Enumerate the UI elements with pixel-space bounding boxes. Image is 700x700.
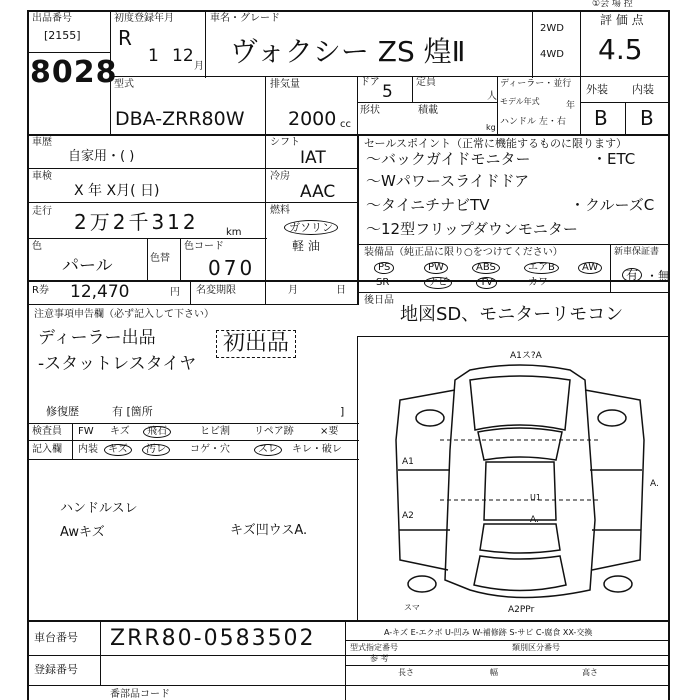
sales-item-5: ・クルーズC [570, 196, 655, 214]
inspector-label-2: 記入欄 [32, 444, 62, 455]
shape-label: 形状 [360, 105, 380, 116]
color-label: 色 [32, 241, 42, 252]
registration-label: 名変期限 [196, 285, 236, 296]
insp-r1-5: ×要 [320, 426, 339, 437]
shift-label: シフト [270, 137, 300, 148]
model-year-label: モデル年式 [500, 97, 540, 106]
chassis-value: ZRR80-0583502 [110, 626, 316, 651]
km-unit: km [226, 227, 242, 238]
mileage-label: 走行 [32, 206, 52, 217]
top-right-stamp: ①会 場 控 [592, 0, 633, 9]
person-unit: 人 [487, 91, 497, 102]
inspector-label-1: 検査員 [32, 426, 62, 437]
notes-label: 注意事項申告欄（必ず記入して下さい） [34, 309, 214, 320]
sales-item-2: ・ETC [592, 150, 636, 168]
ext-grade: B [594, 106, 608, 130]
inspection-value: X 年 X月( 日) [74, 183, 160, 199]
footer-m4: 長さ [398, 668, 414, 677]
diag-center-1: U1 [530, 493, 541, 502]
equip-airbag: エアB [524, 262, 559, 274]
wheel-rear-right [604, 576, 632, 592]
after-value: 地図SD、モニターリモコン [400, 304, 624, 325]
door-label: ドア [360, 77, 380, 88]
diag-top: A1ス?A [510, 351, 542, 361]
equip-sr: SR [376, 277, 390, 288]
mileage-value: 2万2千312 [74, 210, 199, 234]
wheel-front-left [416, 410, 444, 426]
reg-month-label: 月 [288, 285, 298, 296]
cc-unit: cc [340, 119, 351, 130]
diag-bottom-left: スマ [404, 603, 420, 612]
year-unit: 年 [566, 101, 576, 111]
diag-center-2: A. [530, 515, 539, 525]
wd-4: 4WD [540, 49, 564, 60]
lot-label: 出品番号 [32, 13, 72, 24]
fuel-light: 軽 油 [292, 239, 320, 253]
notes-line-2: -スタットレスタイヤ [38, 354, 197, 374]
model-value: DBA-ZRR80W [115, 108, 245, 130]
repair-label: 修復歴 [46, 405, 79, 418]
footer-m3: 参 考 [370, 654, 389, 663]
color-value: パール [62, 256, 113, 276]
equip-tv: TV [476, 277, 497, 289]
bottom-label: 番部品コード [110, 689, 170, 700]
rating-label: 評 価 点 [600, 13, 644, 27]
wheel-front-right [598, 410, 626, 426]
int-label: 内装 [632, 83, 654, 96]
equip-navi: ナビ [424, 277, 452, 289]
diag-left-1: A1 [402, 457, 414, 467]
reg-month-unit: 月 [194, 61, 204, 72]
equip-leather: カワ [528, 277, 548, 288]
fuel-gasoline: ガソリン [284, 220, 338, 235]
equip-abs: ABS [472, 262, 500, 274]
equip-ps: PS [374, 262, 394, 274]
equip-pw: PW [424, 262, 448, 274]
capacity-label: 定員 [416, 77, 436, 88]
equip-aw: AW [578, 262, 602, 274]
car-body-outline [445, 365, 595, 598]
wd-2: 2WD [540, 23, 564, 34]
reg-no-label: 登録番号 [34, 663, 78, 676]
colorcode-value: 070 [208, 256, 256, 280]
repaint-label: 色替 [150, 253, 170, 264]
dealer-label: ディーラー・並行 [500, 79, 572, 89]
footer-legend: A-キズ E-エクボ U-凹み W-補修跡 S-サビ C-腐食 XX-交換 [384, 628, 593, 637]
displacement-label: 排気量 [270, 79, 300, 90]
footer-m5: 幅 [490, 668, 498, 677]
car-hood [470, 376, 570, 430]
chassis-label: 車台番号 [34, 631, 78, 644]
ext-label: 外装 [586, 83, 608, 96]
warranty-label: 新車保証書 [614, 247, 660, 257]
after-label: 後日品 [364, 295, 394, 306]
fuel-label: 燃料 [270, 205, 290, 216]
warranty-yes: 有 [622, 268, 642, 282]
insp-r2-1: キズ [104, 444, 132, 456]
sales-item-1: 〜バックガイドモニター [366, 150, 531, 168]
lot-sub: [2155] [44, 29, 81, 42]
car-rear-window [480, 524, 560, 553]
car-roof [484, 462, 556, 520]
insp-r1-0: FW [78, 426, 94, 437]
yen-unit: 円 [170, 287, 180, 298]
lot-number: 8028 [30, 55, 118, 90]
reg-era: R [118, 26, 132, 50]
car-trunk [474, 556, 566, 591]
inspection-label: 車検 [32, 171, 52, 182]
notes-stamp: 初出品 [216, 330, 296, 358]
door-value: 5 [382, 82, 393, 102]
repair-value: 有 [箇所 [112, 405, 153, 418]
model-label: 型式 [114, 79, 134, 90]
insp-r1-1: キズ [110, 426, 130, 437]
repair-close: ] [340, 405, 345, 418]
free-note-2: Awキズ [60, 525, 105, 540]
footer-m6: 高さ [582, 668, 598, 677]
sales-label: セールスポイント（正常に機能するものに限ります） [364, 137, 628, 150]
colorcode-label: 色コード [184, 241, 224, 252]
insp-r1-4: リペア跡 [254, 426, 294, 437]
sales-item-6: 〜12型フリップダウンモニター [366, 220, 578, 238]
rating-value: 4.5 [598, 33, 643, 66]
wheel-rear-left [408, 576, 436, 592]
diag-right: A. [650, 479, 659, 489]
diag-left-2: A2 [402, 511, 414, 521]
free-note-1: ハンドルスレ [60, 501, 138, 516]
kg-unit: kg [486, 123, 496, 132]
footer-m1: 型式指定番号 [350, 643, 398, 652]
recycle-label: R券 [32, 285, 49, 296]
reg-label: 初度登録年月 [114, 13, 174, 24]
history-value: 自家用・( ) [68, 149, 135, 164]
reg-day-label: 日 [336, 285, 346, 296]
displacement-value: 2000 [288, 108, 337, 130]
insp-r2-3: コゲ・穴 [190, 444, 230, 455]
name-label: 車名・グレード [210, 13, 280, 24]
equip-label: 装備品（純正品に限り○をつけてください） [364, 247, 563, 258]
free-note-3: キズ凹ウスA. [230, 523, 308, 538]
ac-value: AAC [300, 182, 336, 202]
notes-line-1: ディーラー出品 [38, 328, 156, 348]
footer-m2: 類別区分番号 [512, 643, 560, 652]
load-label: 積載 [418, 105, 438, 116]
int-grade: B [640, 106, 654, 130]
diag-bottom: A2PPr [508, 605, 535, 615]
reg-month: 12 [172, 46, 194, 66]
warranty-no: ・無 [646, 269, 671, 283]
history-label: 車歴 [32, 137, 52, 148]
car-name: ヴォクシー ZS 煌Ⅱ [230, 35, 466, 68]
insp-r2-0: 内装 [78, 444, 98, 455]
shift-value: IAT [300, 148, 326, 168]
sales-item-3: 〜Wパワースライドドア [366, 172, 530, 190]
ac-label: 冷房 [270, 171, 290, 182]
recycle-value: 12,470 [70, 282, 130, 302]
insp-r2-4: スレ [254, 444, 282, 456]
reg-year: 1 [148, 46, 159, 66]
handle-label: ハンドル 左・右 [500, 117, 566, 127]
insp-r2-5: キレ・破レ [292, 444, 342, 455]
insp-r1-2: 飛石 [143, 426, 171, 438]
sales-item-4: 〜タイニチナビTV [366, 196, 490, 214]
insp-r1-3: ヒビ割 [200, 426, 230, 437]
car-windshield [478, 428, 562, 460]
insp-r2-2: 汚レ [142, 444, 170, 456]
